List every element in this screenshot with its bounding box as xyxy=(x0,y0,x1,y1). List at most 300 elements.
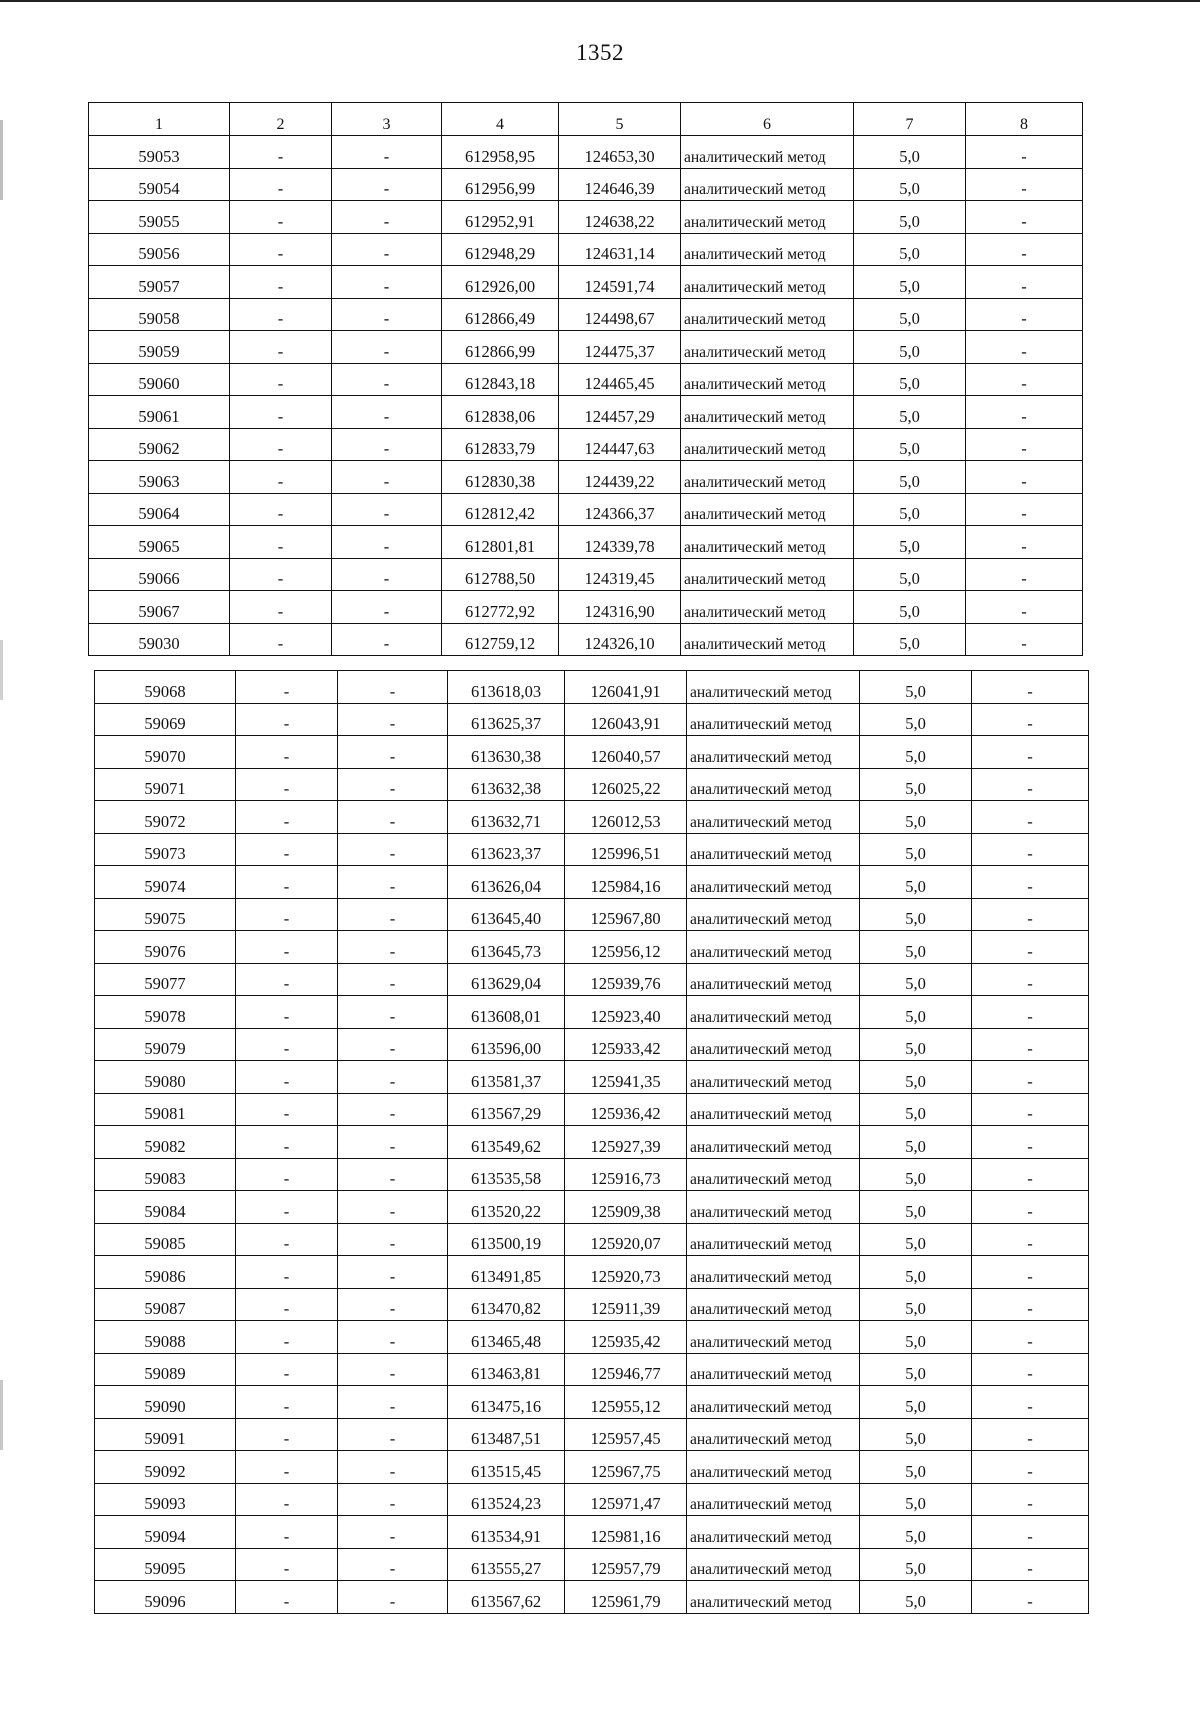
y-coordinate-cell: 126012,53 xyxy=(565,801,687,834)
accuracy-cell: 5,0 xyxy=(860,1093,972,1126)
column-3-cell: - xyxy=(338,1321,448,1354)
method-cell: аналитический метод xyxy=(687,1451,860,1484)
column-8-cell: - xyxy=(972,1321,1089,1354)
column-3-cell: - xyxy=(332,136,442,169)
method-cell: аналитический метод xyxy=(687,1386,860,1419)
column-8-cell: - xyxy=(972,1061,1089,1094)
column-8-cell: - xyxy=(972,1418,1089,1451)
table-row xyxy=(95,736,1089,769)
x-coordinate-cell: 612958,95 xyxy=(442,136,559,169)
column-8-cell: - xyxy=(972,1191,1089,1224)
y-coordinate-cell: 124319,45 xyxy=(559,558,681,591)
coordinates-table-lower xyxy=(94,670,1089,1614)
point-number-cell: 59057 xyxy=(89,266,230,299)
x-coordinate-cell: 613567,62 xyxy=(448,1581,565,1614)
y-coordinate-cell: 124439,22 xyxy=(559,461,681,494)
x-coordinate-cell: 613632,38 xyxy=(448,768,565,801)
method-cell: аналитический метод xyxy=(681,266,854,299)
column-2-cell: - xyxy=(230,266,332,299)
point-number-cell: 59090 xyxy=(95,1386,236,1419)
y-coordinate-cell: 125923,40 xyxy=(565,996,687,1029)
accuracy-cell: 5,0 xyxy=(854,331,966,364)
method-cell: аналитический метод xyxy=(681,331,854,364)
y-coordinate-cell: 125916,73 xyxy=(565,1158,687,1191)
x-coordinate-cell: 613608,01 xyxy=(448,996,565,1029)
column-2-cell: - xyxy=(230,526,332,559)
point-number-cell: 59062 xyxy=(89,428,230,461)
table-row xyxy=(95,1548,1089,1581)
column-3-cell: - xyxy=(332,168,442,201)
y-coordinate-cell: 125984,16 xyxy=(565,866,687,899)
page-number: 1352 xyxy=(576,40,624,65)
accuracy-cell: 5,0 xyxy=(854,493,966,526)
x-coordinate-cell: 612788,50 xyxy=(442,558,559,591)
table-row xyxy=(95,1061,1089,1094)
point-number-cell: 59054 xyxy=(89,168,230,201)
x-coordinate-cell: 613470,82 xyxy=(448,1288,565,1321)
x-coordinate-cell: 613623,37 xyxy=(448,833,565,866)
point-number-cell: 59074 xyxy=(95,866,236,899)
column-header-cell: 7 xyxy=(854,103,966,136)
x-coordinate-cell: 613465,48 xyxy=(448,1321,565,1354)
point-number-cell: 59076 xyxy=(95,931,236,964)
column-2-cell: - xyxy=(236,1418,338,1451)
y-coordinate-cell: 125996,51 xyxy=(565,833,687,866)
table-row xyxy=(95,1028,1089,1061)
accuracy-cell: 5,0 xyxy=(854,623,966,656)
method-cell: аналитический метод xyxy=(687,931,860,964)
column-2-cell: - xyxy=(236,931,338,964)
y-coordinate-cell: 125911,39 xyxy=(565,1288,687,1321)
column-header-cell: 1 xyxy=(89,103,230,136)
x-coordinate-cell: 613629,04 xyxy=(448,963,565,996)
table-row xyxy=(95,1418,1089,1451)
x-coordinate-cell: 613567,29 xyxy=(448,1093,565,1126)
table-row xyxy=(95,931,1089,964)
x-coordinate-cell: 612759,12 xyxy=(442,623,559,656)
column-2-cell: - xyxy=(230,461,332,494)
binding-margin-mark xyxy=(0,1380,3,1450)
accuracy-cell: 5,0 xyxy=(854,526,966,559)
table-row xyxy=(95,1093,1089,1126)
table-row xyxy=(95,1353,1089,1386)
method-cell: аналитический метод xyxy=(681,168,854,201)
method-cell: аналитический метод xyxy=(687,671,860,704)
column-3-cell: - xyxy=(332,623,442,656)
method-cell: аналитический метод xyxy=(687,1418,860,1451)
column-3-cell: - xyxy=(332,558,442,591)
x-coordinate-cell: 613463,81 xyxy=(448,1353,565,1386)
accuracy-cell: 5,0 xyxy=(860,1191,972,1224)
point-number-cell: 59063 xyxy=(89,461,230,494)
method-cell: аналитический метод xyxy=(687,1223,860,1256)
column-2-cell: - xyxy=(230,168,332,201)
column-8-cell: - xyxy=(966,493,1083,526)
method-cell: аналитический метод xyxy=(687,1548,860,1581)
column-8-cell: - xyxy=(972,963,1089,996)
point-number-cell: 59086 xyxy=(95,1256,236,1289)
point-number-cell: 59075 xyxy=(95,898,236,931)
method-cell: аналитический метод xyxy=(687,996,860,1029)
column-3-cell: - xyxy=(338,1126,448,1159)
table-row xyxy=(89,266,1083,299)
table-row xyxy=(95,1191,1089,1224)
column-8-cell: - xyxy=(966,331,1083,364)
accuracy-cell: 5,0 xyxy=(860,1483,972,1516)
y-coordinate-cell: 126040,57 xyxy=(565,736,687,769)
method-cell: аналитический метод xyxy=(681,526,854,559)
accuracy-cell: 5,0 xyxy=(860,1451,972,1484)
column-2-cell: - xyxy=(236,1321,338,1354)
column-2-cell: - xyxy=(236,866,338,899)
method-cell: аналитический метод xyxy=(687,1516,860,1549)
point-number-cell: 59059 xyxy=(89,331,230,364)
point-number-cell: 59069 xyxy=(95,703,236,736)
column-8-cell: - xyxy=(966,396,1083,429)
column-8-cell: - xyxy=(972,1516,1089,1549)
column-8-cell: - xyxy=(966,136,1083,169)
column-header-cell: 3 xyxy=(332,103,442,136)
y-coordinate-cell: 124366,37 xyxy=(559,493,681,526)
x-coordinate-cell: 612830,38 xyxy=(442,461,559,494)
accuracy-cell: 5,0 xyxy=(860,1288,972,1321)
point-number-cell: 59091 xyxy=(95,1418,236,1451)
column-8-cell: - xyxy=(972,1256,1089,1289)
table-row xyxy=(95,1451,1089,1484)
table-row xyxy=(89,591,1083,624)
column-3-cell: - xyxy=(338,1386,448,1419)
accuracy-cell: 5,0 xyxy=(860,996,972,1029)
column-3-cell: - xyxy=(338,736,448,769)
column-3-cell: - xyxy=(338,1223,448,1256)
column-header-cell: 8 xyxy=(966,103,1083,136)
point-number-cell: 59082 xyxy=(95,1126,236,1159)
point-number-cell: 59083 xyxy=(95,1158,236,1191)
table-row xyxy=(95,963,1089,996)
table-row xyxy=(89,396,1083,429)
column-2-cell: - xyxy=(236,1581,338,1614)
column-8-cell: - xyxy=(966,558,1083,591)
column-8-cell: - xyxy=(972,996,1089,1029)
point-number-cell: 59089 xyxy=(95,1353,236,1386)
column-2-cell: - xyxy=(230,623,332,656)
column-8-cell: - xyxy=(972,833,1089,866)
method-cell: аналитический метод xyxy=(687,1256,860,1289)
column-8-cell: - xyxy=(966,526,1083,559)
accuracy-cell: 5,0 xyxy=(860,736,972,769)
column-8-cell: - xyxy=(972,1548,1089,1581)
point-number-cell: 59096 xyxy=(95,1581,236,1614)
column-2-cell: - xyxy=(236,801,338,834)
column-header-cell: 4 xyxy=(442,103,559,136)
column-3-cell: - xyxy=(332,298,442,331)
y-coordinate-cell: 125939,76 xyxy=(565,963,687,996)
column-2-cell: - xyxy=(236,1386,338,1419)
x-coordinate-cell: 613581,37 xyxy=(448,1061,565,1094)
table-row xyxy=(95,801,1089,834)
y-coordinate-cell: 125933,42 xyxy=(565,1028,687,1061)
accuracy-cell: 5,0 xyxy=(854,233,966,266)
method-cell: аналитический метод xyxy=(681,461,854,494)
x-coordinate-cell: 612866,49 xyxy=(442,298,559,331)
column-2-cell: - xyxy=(236,1288,338,1321)
coordinates-table-upper xyxy=(88,102,1083,656)
table-row xyxy=(89,136,1083,169)
accuracy-cell: 5,0 xyxy=(854,168,966,201)
binding-margin-mark xyxy=(0,120,3,200)
point-number-cell: 59058 xyxy=(89,298,230,331)
column-3-cell: - xyxy=(338,1548,448,1581)
table-row xyxy=(95,1386,1089,1419)
table-row xyxy=(95,1516,1089,1549)
table-row xyxy=(95,1223,1089,1256)
table-row xyxy=(89,331,1083,364)
column-3-cell: - xyxy=(338,963,448,996)
method-cell: аналитический метод xyxy=(681,396,854,429)
accuracy-cell: 5,0 xyxy=(854,396,966,429)
method-cell: аналитический метод xyxy=(687,801,860,834)
method-cell: аналитический метод xyxy=(687,833,860,866)
column-2-cell: - xyxy=(236,703,338,736)
column-3-cell: - xyxy=(338,1451,448,1484)
column-2-cell: - xyxy=(236,833,338,866)
method-cell: аналитический метод xyxy=(687,1158,860,1191)
column-8-cell: - xyxy=(966,591,1083,624)
accuracy-cell: 5,0 xyxy=(860,1386,972,1419)
table-row xyxy=(89,168,1083,201)
point-number-cell: 59094 xyxy=(95,1516,236,1549)
column-2-cell: - xyxy=(236,1093,338,1126)
x-coordinate-cell: 612812,42 xyxy=(442,493,559,526)
table-row xyxy=(95,1126,1089,1159)
column-8-cell: - xyxy=(972,1483,1089,1516)
column-2-cell: - xyxy=(230,298,332,331)
y-coordinate-cell: 125941,35 xyxy=(565,1061,687,1094)
column-2-cell: - xyxy=(230,233,332,266)
column-2-cell: - xyxy=(236,1256,338,1289)
column-3-cell: - xyxy=(338,1581,448,1614)
column-3-cell: - xyxy=(338,1061,448,1094)
y-coordinate-cell: 125920,73 xyxy=(565,1256,687,1289)
column-3-cell: - xyxy=(338,833,448,866)
table-row xyxy=(89,461,1083,494)
accuracy-cell: 5,0 xyxy=(860,1581,972,1614)
column-8-cell: - xyxy=(972,801,1089,834)
column-2-cell: - xyxy=(236,1061,338,1094)
x-coordinate-cell: 612801,81 xyxy=(442,526,559,559)
column-3-cell: - xyxy=(332,461,442,494)
accuracy-cell: 5,0 xyxy=(860,931,972,964)
method-cell: аналитический метод xyxy=(681,298,854,331)
column-2-cell: - xyxy=(230,396,332,429)
column-3-cell: - xyxy=(332,363,442,396)
point-number-cell: 59078 xyxy=(95,996,236,1029)
y-coordinate-cell: 126041,91 xyxy=(565,671,687,704)
table-row xyxy=(95,1483,1089,1516)
column-8-cell: - xyxy=(972,736,1089,769)
accuracy-cell: 5,0 xyxy=(854,461,966,494)
table-row xyxy=(89,526,1083,559)
column-3-cell: - xyxy=(338,1093,448,1126)
column-3-cell: - xyxy=(338,996,448,1029)
table-row xyxy=(89,298,1083,331)
x-coordinate-cell: 613487,51 xyxy=(448,1418,565,1451)
column-8-cell: - xyxy=(972,1386,1089,1419)
table-header-row xyxy=(89,103,1083,136)
column-8-cell: - xyxy=(966,168,1083,201)
y-coordinate-cell: 125967,80 xyxy=(565,898,687,931)
column-3-cell: - xyxy=(338,703,448,736)
column-8-cell: - xyxy=(966,298,1083,331)
y-coordinate-cell: 124591,74 xyxy=(559,266,681,299)
method-cell: аналитический метод xyxy=(687,1126,860,1159)
x-coordinate-cell: 613549,62 xyxy=(448,1126,565,1159)
column-2-cell: - xyxy=(236,671,338,704)
table-row xyxy=(89,233,1083,266)
x-coordinate-cell: 612952,91 xyxy=(442,201,559,234)
column-8-cell: - xyxy=(972,1451,1089,1484)
y-coordinate-cell: 125955,12 xyxy=(565,1386,687,1419)
method-cell: аналитический метод xyxy=(681,623,854,656)
method-cell: аналитический метод xyxy=(687,703,860,736)
column-3-cell: - xyxy=(338,1191,448,1224)
column-2-cell: - xyxy=(230,428,332,461)
table-row xyxy=(89,493,1083,526)
column-2-cell: - xyxy=(230,136,332,169)
y-coordinate-cell: 125981,16 xyxy=(565,1516,687,1549)
accuracy-cell: 5,0 xyxy=(860,833,972,866)
method-cell: аналитический метод xyxy=(687,1288,860,1321)
method-cell: аналитический метод xyxy=(687,1321,860,1354)
column-3-cell: - xyxy=(338,1353,448,1386)
point-number-cell: 59067 xyxy=(89,591,230,624)
column-3-cell: - xyxy=(338,768,448,801)
column-8-cell: - xyxy=(972,703,1089,736)
accuracy-cell: 5,0 xyxy=(860,1418,972,1451)
accuracy-cell: 5,0 xyxy=(860,866,972,899)
point-number-cell: 59068 xyxy=(95,671,236,704)
column-8-cell: - xyxy=(972,898,1089,931)
y-coordinate-cell: 125946,77 xyxy=(565,1353,687,1386)
x-coordinate-cell: 613534,91 xyxy=(448,1516,565,1549)
table-row xyxy=(95,1288,1089,1321)
point-number-cell: 59056 xyxy=(89,233,230,266)
column-3-cell: - xyxy=(338,898,448,931)
column-2-cell: - xyxy=(236,1483,338,1516)
column-3-cell: - xyxy=(338,1028,448,1061)
table-row xyxy=(89,623,1083,656)
method-cell: аналитический метод xyxy=(681,201,854,234)
accuracy-cell: 5,0 xyxy=(860,1353,972,1386)
method-cell: аналитический метод xyxy=(687,1093,860,1126)
column-2-cell: - xyxy=(236,1126,338,1159)
column-3-cell: - xyxy=(338,1516,448,1549)
y-coordinate-cell: 125957,79 xyxy=(565,1548,687,1581)
y-coordinate-cell: 126043,91 xyxy=(565,703,687,736)
column-2-cell: - xyxy=(236,1191,338,1224)
column-8-cell: - xyxy=(972,768,1089,801)
method-cell: аналитический метод xyxy=(687,1483,860,1516)
column-3-cell: - xyxy=(338,671,448,704)
column-3-cell: - xyxy=(338,1158,448,1191)
column-2-cell: - xyxy=(236,1028,338,1061)
point-number-cell: 59077 xyxy=(95,963,236,996)
y-coordinate-cell: 124457,29 xyxy=(559,396,681,429)
y-coordinate-cell: 125957,45 xyxy=(565,1418,687,1451)
y-coordinate-cell: 125909,38 xyxy=(565,1191,687,1224)
y-coordinate-cell: 124638,22 xyxy=(559,201,681,234)
method-cell: аналитический метод xyxy=(687,768,860,801)
column-8-cell: - xyxy=(972,1581,1089,1614)
accuracy-cell: 5,0 xyxy=(860,1516,972,1549)
table-row xyxy=(95,671,1089,704)
y-coordinate-cell: 124631,14 xyxy=(559,233,681,266)
column-2-cell: - xyxy=(236,1353,338,1386)
table-row xyxy=(89,428,1083,461)
method-cell: аналитический метод xyxy=(687,963,860,996)
x-coordinate-cell: 612948,29 xyxy=(442,233,559,266)
y-coordinate-cell: 124646,39 xyxy=(559,168,681,201)
accuracy-cell: 5,0 xyxy=(860,963,972,996)
accuracy-cell: 5,0 xyxy=(854,363,966,396)
accuracy-cell: 5,0 xyxy=(854,298,966,331)
column-2-cell: - xyxy=(236,768,338,801)
point-number-cell: 59030 xyxy=(89,623,230,656)
point-number-cell: 59065 xyxy=(89,526,230,559)
column-8-cell: - xyxy=(966,266,1083,299)
x-coordinate-cell: 612838,06 xyxy=(442,396,559,429)
binding-margin-mark xyxy=(0,640,3,700)
point-number-cell: 59085 xyxy=(95,1223,236,1256)
accuracy-cell: 5,0 xyxy=(860,1061,972,1094)
method-cell: аналитический метод xyxy=(687,1353,860,1386)
y-coordinate-cell: 125935,42 xyxy=(565,1321,687,1354)
column-3-cell: - xyxy=(338,1256,448,1289)
x-coordinate-cell: 612956,99 xyxy=(442,168,559,201)
y-coordinate-cell: 124653,30 xyxy=(559,136,681,169)
column-8-cell: - xyxy=(966,233,1083,266)
column-3-cell: - xyxy=(332,493,442,526)
column-8-cell: - xyxy=(972,1126,1089,1159)
x-coordinate-cell: 613555,27 xyxy=(448,1548,565,1581)
x-coordinate-cell: 612866,99 xyxy=(442,331,559,364)
accuracy-cell: 5,0 xyxy=(860,1256,972,1289)
column-8-cell: - xyxy=(972,1353,1089,1386)
table-row xyxy=(95,833,1089,866)
method-cell: аналитический метод xyxy=(681,233,854,266)
x-coordinate-cell: 613596,00 xyxy=(448,1028,565,1061)
x-coordinate-cell: 613491,85 xyxy=(448,1256,565,1289)
point-number-cell: 59093 xyxy=(95,1483,236,1516)
column-2-cell: - xyxy=(230,558,332,591)
accuracy-cell: 5,0 xyxy=(860,1158,972,1191)
x-coordinate-cell: 612843,18 xyxy=(442,363,559,396)
point-number-cell: 59084 xyxy=(95,1191,236,1224)
column-2-cell: - xyxy=(236,963,338,996)
column-2-cell: - xyxy=(230,363,332,396)
column-8-cell: - xyxy=(966,623,1083,656)
y-coordinate-cell: 125936,42 xyxy=(565,1093,687,1126)
column-2-cell: - xyxy=(236,1516,338,1549)
y-coordinate-cell: 124498,67 xyxy=(559,298,681,331)
accuracy-cell: 5,0 xyxy=(854,201,966,234)
x-coordinate-cell: 612833,79 xyxy=(442,428,559,461)
table-row xyxy=(95,1581,1089,1614)
column-2-cell: - xyxy=(230,201,332,234)
y-coordinate-cell: 125967,75 xyxy=(565,1451,687,1484)
accuracy-cell: 5,0 xyxy=(860,1548,972,1581)
column-3-cell: - xyxy=(332,201,442,234)
